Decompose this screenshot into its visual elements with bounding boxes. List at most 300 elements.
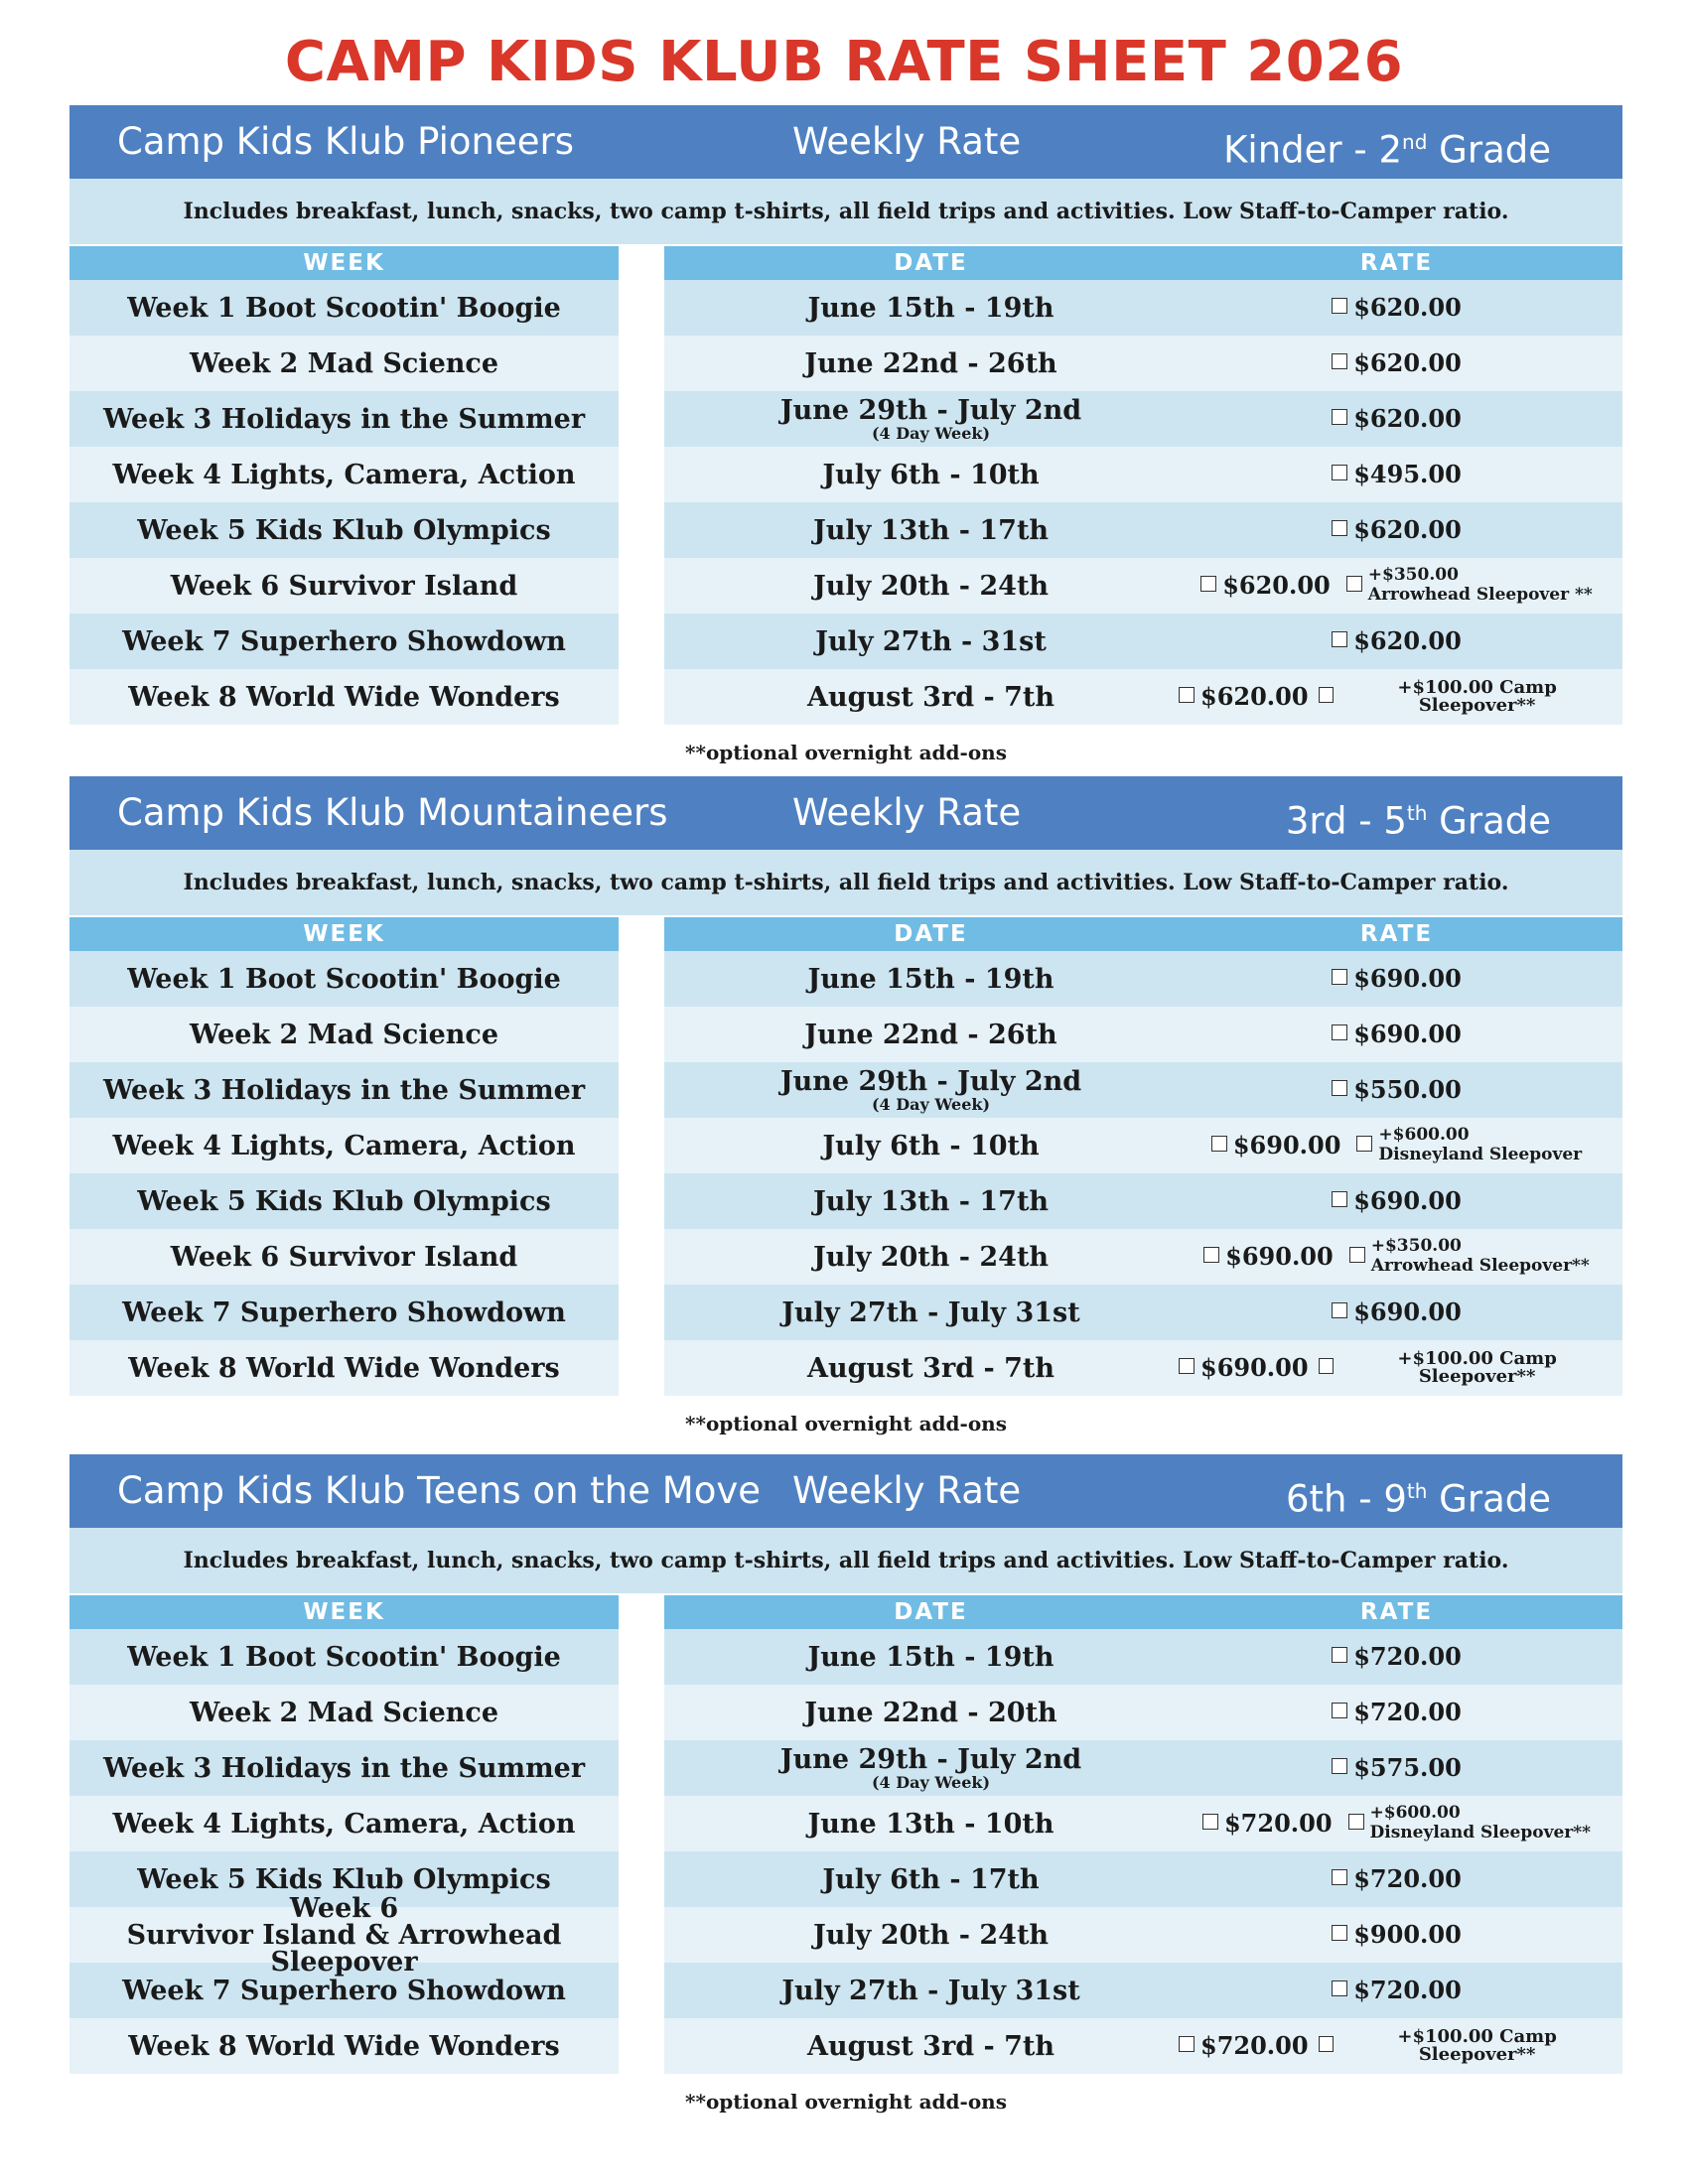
week-cell [70, 1340, 619, 1396]
checkbox[interactable] [1332, 1024, 1347, 1040]
rate-option[interactable] [1332, 1864, 1462, 1893]
week-cell [70, 1229, 619, 1285]
date-cell [664, 280, 1197, 336]
rate-price: $620.00 [1353, 626, 1462, 655]
rate-cell [1171, 558, 1622, 614]
week-cell [70, 336, 619, 391]
week-column [70, 246, 619, 725]
date-range: August 3rd - 7th [807, 2030, 1055, 2062]
rate-cell [1171, 614, 1622, 669]
rate-column [1171, 246, 1622, 725]
grade-range [1223, 105, 1551, 187]
week-name: Week 8 World Wide Wonders [128, 2030, 560, 2062]
rate-cell [1171, 669, 1622, 725]
rate-price: $620.00 [1353, 348, 1462, 377]
rate-table [70, 1595, 1622, 2076]
addon-text [1378, 1126, 1582, 1164]
rate-column-header: RATE [1171, 917, 1622, 951]
grade-range [1286, 776, 1551, 858]
rate-cell [1171, 1907, 1622, 1963]
date-cell [664, 1062, 1197, 1118]
date-cell [664, 951, 1197, 1007]
rate-price: $720.00 [1353, 1642, 1462, 1671]
rate-option[interactable] [1179, 2031, 1309, 2060]
date-cell [664, 391, 1197, 447]
addon-inline-text: +$100.00 Camp Sleepover** [1397, 2026, 1557, 2065]
section-header [70, 776, 1622, 850]
week-name: Week 3 Holidays in the Summer [102, 1752, 586, 1784]
rate-price: $690.00 [1353, 1020, 1462, 1048]
date-cell [664, 1118, 1197, 1173]
date-range: July 27th - July 31st [781, 1975, 1080, 2006]
rate-option[interactable] [1332, 1698, 1462, 1726]
date-stack [804, 1019, 1057, 1050]
rate-option[interactable] [1332, 1020, 1462, 1048]
section-header [70, 105, 1622, 179]
rate-cell [1171, 1796, 1622, 1851]
addon-inline-text: +$100.00 Camp Sleepover** [1397, 677, 1557, 716]
rate-price: $690.00 [1200, 1353, 1309, 1382]
date-stack [807, 1641, 1055, 1673]
date-range: July 27th - 31st [815, 625, 1047, 657]
date-cell [664, 1963, 1197, 2018]
rate-cell [1171, 1229, 1622, 1285]
date-cell [664, 1851, 1197, 1907]
grade-word: Grade [1427, 1477, 1551, 1521]
rate-price: $720.00 [1353, 1864, 1462, 1893]
date-cell [664, 1285, 1197, 1340]
date-column [664, 1595, 1197, 2074]
date-cell [664, 1340, 1197, 1396]
week-cell [70, 1007, 619, 1062]
checkbox[interactable] [1332, 465, 1347, 480]
week-name: Week 8 World Wide Wonders [128, 681, 560, 713]
footnote: **optional overnight add-ons [685, 1412, 1007, 1435]
week-name: Week 6 Survivor Island [170, 1241, 518, 1273]
date-range: July 6th - 17th [822, 1863, 1040, 1895]
footnote: **optional overnight add-ons [685, 2090, 1007, 2114]
checkbox[interactable] [1332, 409, 1347, 425]
date-cell [664, 1229, 1197, 1285]
checkbox[interactable] [1332, 631, 1347, 647]
rate-option[interactable] [1332, 964, 1462, 993]
date-range: July 20th - 24th [812, 570, 1050, 602]
rate-table [70, 917, 1622, 1398]
date-stack [779, 394, 1082, 443]
date-range: July 20th - 24th [812, 1919, 1050, 1951]
date-stack [807, 963, 1055, 995]
date-stack [822, 1863, 1040, 1895]
week-name: Week 5 Kids Klub Olympics [137, 1185, 551, 1217]
checkbox[interactable] [1332, 298, 1347, 314]
week-cell [70, 280, 619, 336]
date-stack [804, 1697, 1057, 1728]
grade-suffix: nd [1402, 130, 1428, 154]
week-name: Week 3 Holidays in the Summer [102, 403, 586, 435]
rate-section [70, 1454, 1622, 2114]
week-cell [70, 1892, 619, 1978]
rate-option[interactable] [1332, 626, 1462, 655]
date-range: June 29th - July 2nd [779, 394, 1082, 426]
rate-cell [1171, 1007, 1622, 1062]
date-stack [779, 1743, 1082, 1792]
date-range: June 15th - 19th [807, 292, 1055, 324]
rate-option[interactable] [1211, 1131, 1341, 1160]
date-range: July 27th - July 31st [781, 1297, 1080, 1328]
checkbox[interactable] [1332, 353, 1347, 369]
date-range: July 13th - 17th [812, 1185, 1050, 1217]
rate-cell [1171, 1740, 1622, 1796]
rate-cell [1171, 280, 1622, 336]
week-cell [70, 558, 619, 614]
date-stack [807, 1808, 1055, 1840]
date-cell [664, 1796, 1197, 1851]
week-name: Week 1 Boot Scootin' Boogie [127, 963, 561, 995]
week-name: Week 3 Holidays in the Summer [102, 1074, 586, 1106]
week-theme: Survivor Island & Arrowhead Sleepover [126, 1919, 562, 1978]
week-name: Week 2 Mad Science [189, 347, 499, 379]
rate-price: $720.00 [1353, 1976, 1462, 2004]
addon-text [1368, 566, 1593, 605]
rate-cell [1171, 1062, 1622, 1118]
date-stack [807, 681, 1055, 713]
rate-cell [1171, 1963, 1622, 2018]
date-range: June 22nd - 26th [804, 1019, 1057, 1050]
checkbox[interactable] [1319, 687, 1335, 703]
rate-column [1171, 917, 1622, 1396]
rate-price: $690.00 [1353, 1297, 1462, 1326]
date-range: July 20th - 24th [812, 1241, 1050, 1273]
date-column [664, 917, 1197, 1396]
date-column-header: DATE [664, 917, 1197, 951]
rate-price: $690.00 [1232, 1131, 1341, 1160]
addon-price: +$600.00 [1378, 1125, 1470, 1146]
date-range: July 6th - 10th [822, 459, 1040, 490]
date-column-header: DATE [664, 246, 1197, 280]
date-range: June 29th - July 2nd [779, 1065, 1082, 1097]
rate-option[interactable] [1332, 1642, 1462, 1671]
rate-price: $550.00 [1353, 1075, 1462, 1104]
rate-column-header: RATE [1171, 1595, 1622, 1629]
date-cell [664, 1740, 1197, 1796]
addon-option[interactable] [1356, 1126, 1582, 1164]
date-note: (4 Day Week) [871, 1094, 991, 1114]
date-cell [664, 502, 1197, 558]
checkbox[interactable] [1179, 2036, 1195, 2052]
grade-text: 3rd - 5 [1285, 799, 1407, 843]
rate-option[interactable] [1179, 682, 1309, 711]
addon-option[interactable] [1319, 1350, 1615, 1386]
week-column-header: WEEK [70, 1595, 619, 1629]
week-column-header: WEEK [70, 246, 619, 280]
rate-cell [1171, 1685, 1622, 1740]
includes-note: Includes breakfast, lunch, snacks, two camp t-shirts, all field trips and activities. Low Staff-to-Camper ratio. [70, 1528, 1622, 1593]
rate-price: $575.00 [1353, 1753, 1462, 1782]
date-stack [807, 1352, 1055, 1384]
date-stack [812, 570, 1050, 602]
rate-price: $900.00 [1353, 1920, 1462, 1949]
rate-column-header: RATE [1171, 246, 1622, 280]
addon-option[interactable] [1348, 1804, 1592, 1843]
rate-price: $690.00 [1225, 1242, 1334, 1271]
rate-cell [1171, 1851, 1622, 1907]
weekly-rate-label: Weekly Rate [792, 120, 1022, 163]
week-cell [70, 447, 619, 502]
checkbox[interactable] [1211, 1136, 1227, 1152]
date-stack [822, 459, 1040, 490]
week-cell [70, 391, 619, 447]
addon-option[interactable] [1349, 1237, 1590, 1276]
date-range: June 15th - 19th [807, 963, 1055, 995]
checkbox[interactable] [1332, 1758, 1347, 1774]
week-cell [70, 1740, 619, 1796]
rate-price: $720.00 [1223, 1809, 1333, 1838]
checkbox[interactable] [1332, 1703, 1347, 1718]
rate-table [70, 246, 1622, 727]
checkbox[interactable] [1332, 1302, 1347, 1318]
date-range: August 3rd - 7th [807, 1352, 1055, 1384]
date-stack [807, 292, 1055, 324]
date-stack [781, 1975, 1080, 2006]
rate-price: $620.00 [1353, 404, 1462, 433]
checkbox[interactable] [1348, 1814, 1364, 1830]
grade-word: Grade [1427, 128, 1551, 172]
camp-name: Camp Kids Klub Teens on the Move [117, 1469, 761, 1512]
week-cell [70, 1285, 619, 1340]
checkbox[interactable] [1356, 1136, 1372, 1152]
rate-option[interactable] [1200, 571, 1331, 600]
date-cell [664, 1685, 1197, 1740]
rate-price: $720.00 [1200, 2031, 1309, 2060]
rate-price: $620.00 [1353, 515, 1462, 544]
week-name: Week 2 Mad Science [189, 1019, 499, 1050]
date-cell [664, 614, 1197, 669]
rate-price: $620.00 [1353, 293, 1462, 322]
week-name: Week 5 Kids Klub Olympics [137, 1863, 551, 1895]
date-column-header: DATE [664, 1595, 1197, 1629]
week-column [70, 917, 619, 1396]
addon-option[interactable] [1319, 679, 1615, 715]
rate-option[interactable] [1332, 1920, 1462, 1949]
rate-option[interactable] [1332, 460, 1462, 488]
date-range: June 22nd - 20th [804, 1697, 1057, 1728]
date-stack [812, 1919, 1050, 1951]
date-stack [815, 625, 1047, 657]
rate-section [70, 776, 1622, 1435]
addon-label: Arrowhead Sleepover** [1370, 1256, 1590, 1276]
addon-label: Disneyland Sleepover [1378, 1145, 1583, 1164]
week-cell [70, 502, 619, 558]
addon-label: Arrowhead Sleepover ** [1367, 585, 1593, 605]
week-name: Week 1 Boot Scootin' Boogie [127, 1641, 561, 1673]
date-range: June 13th - 10th [807, 1808, 1055, 1840]
date-cell [664, 1173, 1197, 1229]
addon-text [1371, 1237, 1590, 1276]
date-range: August 3rd - 7th [807, 681, 1055, 713]
grade-text: Kinder - 2 [1223, 128, 1403, 172]
rate-cell [1171, 391, 1622, 447]
addon-option[interactable] [1319, 2028, 1615, 2064]
date-stack [812, 514, 1050, 546]
week-cell [70, 669, 619, 725]
checkbox[interactable] [1346, 576, 1362, 592]
week-cell [70, 1062, 619, 1118]
date-stack [812, 1241, 1050, 1273]
footnote: **optional overnight add-ons [685, 741, 1007, 764]
week-name-stack [70, 1892, 619, 1978]
rate-option[interactable] [1179, 1353, 1309, 1382]
rate-section [70, 105, 1622, 764]
rate-option[interactable] [1332, 1976, 1462, 2004]
rate-cell [1171, 2018, 1622, 2074]
week-cell [70, 614, 619, 669]
date-note: (4 Day Week) [871, 1772, 991, 1792]
addon-text [1370, 1804, 1592, 1843]
rate-cell [1171, 1173, 1622, 1229]
rate-option[interactable] [1332, 515, 1462, 544]
rate-option[interactable] [1332, 1753, 1462, 1782]
week-cell [70, 2018, 619, 2074]
grade-suffix: th [1406, 801, 1428, 825]
rate-price: $620.00 [1222, 571, 1331, 600]
date-cell [664, 2018, 1197, 2074]
checkbox[interactable] [1332, 520, 1347, 536]
week-name: Week 8 World Wide Wonders [128, 1352, 560, 1384]
rate-cell [1171, 1629, 1622, 1685]
rate-cell [1171, 1118, 1622, 1173]
grade-word: Grade [1427, 799, 1551, 843]
checkbox[interactable] [1332, 1925, 1347, 1941]
week-name: Week 4 Lights, Camera, Action [112, 1130, 576, 1161]
rate-option[interactable] [1332, 293, 1462, 322]
date-note: (4 Day Week) [871, 423, 991, 443]
section-header [70, 1454, 1622, 1528]
week-cell [70, 1629, 619, 1685]
date-cell [664, 558, 1197, 614]
date-stack [812, 1185, 1050, 1217]
date-cell [664, 1629, 1197, 1685]
week-name: Week 7 Superhero Showdown [122, 625, 566, 657]
weekly-rate-label: Weekly Rate [792, 791, 1022, 834]
includes-note: Includes breakfast, lunch, snacks, two camp t-shirts, all field trips and activities. Low Staff-to-Camper ratio. [70, 179, 1622, 244]
rate-price: $690.00 [1353, 1186, 1462, 1215]
addon-inline-text: +$100.00 Camp Sleepover** [1397, 1348, 1557, 1387]
date-range: June 22nd - 26th [804, 347, 1057, 379]
date-stack [807, 2030, 1055, 2062]
rate-cell [1171, 502, 1622, 558]
rate-option[interactable] [1332, 348, 1462, 377]
page-title: CAMP KIDS KLUB RATE SHEET 2026 [284, 30, 1404, 94]
week-name: Week 7 Superhero Showdown [122, 1297, 566, 1328]
week-name: Week 7 Superhero Showdown [122, 1975, 566, 2006]
date-range: July 6th - 10th [822, 1130, 1040, 1161]
week-name: Week 5 Kids Klub Olympics [137, 514, 551, 546]
week-name: Week 4 Lights, Camera, Action [112, 1808, 576, 1840]
week-cell [70, 951, 619, 1007]
rate-cell [1171, 447, 1622, 502]
week-name: Week 2 Mad Science [189, 1697, 499, 1728]
checkbox[interactable] [1332, 1647, 1347, 1663]
checkbox[interactable] [1332, 1080, 1347, 1096]
rate-option[interactable] [1332, 404, 1462, 433]
grade-suffix: th [1406, 1479, 1428, 1503]
checkbox[interactable] [1202, 1814, 1218, 1830]
date-range: July 13th - 17th [812, 514, 1050, 546]
date-cell [664, 1907, 1197, 1963]
checkbox[interactable] [1319, 1358, 1335, 1374]
date-stack [779, 1065, 1082, 1114]
rate-price: $495.00 [1353, 460, 1462, 488]
rate-column [1171, 1595, 1622, 2074]
camp-name: Camp Kids Klub Pioneers [117, 120, 574, 163]
checkbox[interactable] [1332, 1191, 1347, 1207]
checkbox[interactable] [1179, 1358, 1195, 1374]
date-stack [781, 1299, 1079, 1326]
rate-option[interactable] [1332, 1075, 1462, 1104]
date-column [664, 246, 1197, 725]
camp-name: Camp Kids Klub Mountaineers [117, 791, 668, 834]
date-range: June 29th - July 2nd [779, 1743, 1082, 1775]
rate-cell [1171, 951, 1622, 1007]
week-name: Week 6 Survivor Island [170, 570, 518, 602]
checkbox[interactable] [1203, 1247, 1219, 1263]
week-cell [70, 1685, 619, 1740]
checkbox[interactable] [1319, 2036, 1335, 2052]
checkbox[interactable] [1332, 1980, 1347, 1996]
week-cell [70, 1173, 619, 1229]
rate-option[interactable] [1203, 1242, 1334, 1271]
addon-price: +$350.00 [1367, 565, 1459, 586]
date-cell [664, 669, 1197, 725]
checkbox[interactable] [1200, 576, 1216, 592]
rate-price: $620.00 [1200, 682, 1309, 711]
rate-cell [1171, 1340, 1622, 1396]
date-cell [664, 447, 1197, 502]
week-cell [70, 1796, 619, 1851]
week-column-header: WEEK [70, 917, 619, 951]
date-range: June 15th - 19th [807, 1641, 1055, 1673]
grade-text: 6th - 9 [1285, 1477, 1407, 1521]
includes-note: Includes breakfast, lunch, snacks, two camp t-shirts, all field trips and activities. Low Staff-to-Camper ratio. [70, 850, 1622, 915]
rate-option[interactable] [1332, 1186, 1462, 1215]
addon-price: +$600.00 [1369, 1803, 1461, 1824]
week-name: Week 4 Lights, Camera, Action [112, 459, 576, 490]
weekly-rate-label: Weekly Rate [792, 1469, 1022, 1512]
addon-price: +$350.00 [1370, 1236, 1462, 1257]
checkbox[interactable] [1332, 1869, 1347, 1885]
addon-label: Disneyland Sleepover** [1369, 1823, 1592, 1843]
rate-cell [1171, 336, 1622, 391]
date-cell [664, 336, 1197, 391]
checkbox[interactable] [1349, 1247, 1365, 1263]
rate-option[interactable] [1202, 1809, 1333, 1838]
date-stack [804, 347, 1057, 379]
date-cell [664, 1007, 1197, 1062]
week-column [70, 1595, 619, 2074]
checkbox[interactable] [1179, 687, 1195, 703]
week-cell [70, 1118, 619, 1173]
week-name: Week 1 Boot Scootin' Boogie [127, 292, 561, 324]
rate-cell [1171, 1285, 1622, 1340]
checkbox[interactable] [1332, 969, 1347, 985]
rate-price: $720.00 [1353, 1698, 1462, 1726]
rate-option[interactable] [1332, 1297, 1462, 1326]
addon-option[interactable] [1346, 566, 1593, 605]
week-number: Week 6 [289, 1892, 399, 1924]
date-stack [822, 1130, 1040, 1161]
grade-range [1286, 1454, 1551, 1536]
rate-price: $690.00 [1353, 964, 1462, 993]
